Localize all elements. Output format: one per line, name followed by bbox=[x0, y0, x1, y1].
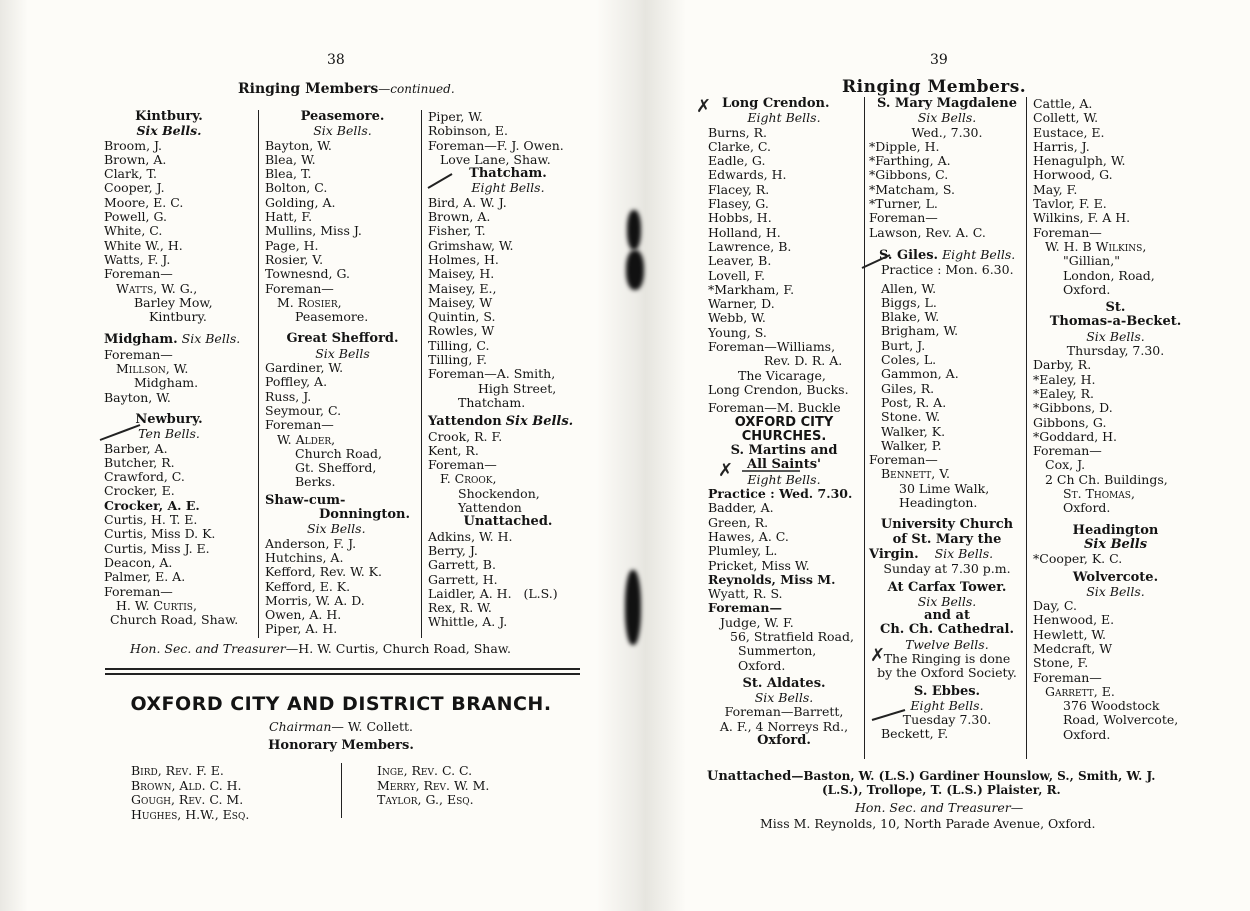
foreman-label: Foreman— bbox=[1033, 669, 1102, 685]
parish-peasemore: Peasemore. bbox=[300, 109, 385, 124]
member: Clark, T. bbox=[104, 166, 157, 182]
bells-note: Eight Bells. bbox=[747, 110, 821, 126]
parish-s-giles: S. Giles. bbox=[879, 247, 939, 263]
foreman-label: Foreman— bbox=[104, 346, 173, 362]
parish-university-church-2: of St. Mary the bbox=[892, 531, 1002, 547]
bells-note: Six Bells. bbox=[934, 545, 994, 561]
member: Crocker, A. E. bbox=[104, 497, 200, 513]
foreman-label: Foreman— bbox=[428, 457, 497, 473]
foreman-label: Foreman— bbox=[104, 266, 173, 282]
member: *Farthing, A. bbox=[869, 153, 951, 169]
member: Lovell, F. bbox=[708, 267, 765, 283]
member: Blea, T. bbox=[265, 166, 312, 182]
address-line: High Street, bbox=[478, 380, 557, 396]
practice-note: Thursday, 7.30. bbox=[1066, 343, 1165, 359]
address-line: Yattendon bbox=[458, 500, 522, 516]
foreman-name: Millson, W. bbox=[116, 361, 189, 377]
member: Badder, A. bbox=[708, 500, 774, 516]
parish-great-shefford: Great Shefford. bbox=[286, 331, 399, 347]
foreman-name: Bennett, V. bbox=[881, 466, 951, 482]
member: Blake, W. bbox=[881, 309, 940, 325]
member: *Markham, F. bbox=[708, 281, 795, 297]
parish-st: St. bbox=[1105, 300, 1126, 316]
page-number-right: 39 bbox=[930, 52, 948, 68]
member: Flasey, G. bbox=[708, 196, 769, 212]
pencil-tick-icon: ✗ bbox=[718, 460, 734, 481]
member: Brigham, W. bbox=[881, 323, 959, 339]
member: Cattle, A. bbox=[1033, 96, 1093, 111]
member: Crocker, E. bbox=[104, 483, 175, 499]
honorary-member: Hughes, H.W., Esq. bbox=[131, 806, 250, 822]
foreman-name: Judge, W. F. bbox=[720, 614, 794, 630]
member: Holmes, H. bbox=[428, 251, 499, 267]
address-line: Oxford. bbox=[1063, 726, 1111, 742]
member: Harris, J. bbox=[1033, 138, 1090, 154]
foreman-label: Foreman— bbox=[708, 600, 782, 616]
member: Biggs, L. bbox=[881, 294, 937, 310]
address-line: St. Thomas, bbox=[1063, 486, 1135, 502]
member: Coles, L. bbox=[881, 352, 937, 368]
member: *Ealey, R. bbox=[1033, 385, 1094, 401]
heading-continued: —continued. bbox=[378, 82, 455, 96]
parish-carfax-tower: At Carfax Tower. bbox=[887, 579, 1007, 595]
member: White, C. bbox=[104, 223, 163, 239]
foreman-line: Foreman—A. Smith, bbox=[428, 366, 556, 382]
member: Curtis, H. T. E. bbox=[104, 512, 198, 528]
bells-note: Six Bells. bbox=[181, 331, 241, 347]
unattached-line-2: (L.S.), Trollope, T. (L.S.) Plaister, R. bbox=[822, 783, 1061, 797]
member: Bayton, W. bbox=[265, 137, 332, 153]
member: Blea, W. bbox=[265, 151, 316, 167]
member: Cooper, J. bbox=[104, 180, 165, 196]
honorary-member: Merry, Rev. W. M. bbox=[377, 777, 490, 793]
foreman-label: Foreman— bbox=[265, 417, 334, 433]
member: Bird, A. W. J. bbox=[428, 194, 507, 210]
hon-sec-right-value: Miss M. Reynolds, 10, North Parade Avenue, Oxford. bbox=[760, 816, 1096, 831]
address-line: Love Lane, Shaw. bbox=[440, 151, 551, 167]
practice-note: Sunday at 7.30 p.m. bbox=[883, 561, 1011, 577]
practice-note: Tuesday 7.30. bbox=[902, 712, 992, 728]
parish-s-ebbes: S. Ebbes. bbox=[913, 683, 981, 699]
member: Giles, R. bbox=[881, 380, 935, 396]
section-oxford-city: OXFORD CITY bbox=[734, 414, 834, 430]
parish-kintbury: Kintbury. bbox=[135, 109, 203, 124]
pencil-stroke-icon bbox=[862, 255, 890, 268]
practice-note: Practice : Mon. 6.30. bbox=[881, 262, 1014, 278]
member: Crook, R. F. bbox=[428, 428, 503, 444]
member: Quintin, S. bbox=[428, 309, 496, 325]
pencil-tick-icon: ✗ bbox=[870, 645, 886, 666]
member: Eadle, G. bbox=[708, 153, 766, 169]
bells-note: Six Bells. bbox=[917, 593, 977, 609]
address-line: London, Road, bbox=[1063, 267, 1155, 283]
member: Rosier, V. bbox=[265, 251, 324, 267]
member: Hatt, F. bbox=[265, 209, 313, 225]
member: Page, H. bbox=[265, 237, 319, 253]
member: Curtis, Miss J. E. bbox=[104, 540, 210, 556]
foreman-label: Foreman— bbox=[265, 280, 334, 296]
bells-note: Six Bells. bbox=[1086, 583, 1145, 599]
member: Morris, W. A. D. bbox=[265, 592, 365, 608]
address-line: Church Road, bbox=[295, 445, 383, 461]
parish-yattendon: Yattendon bbox=[428, 414, 502, 430]
pencil-stroke-icon bbox=[100, 425, 140, 440]
pencil-tick-icon: ✗ bbox=[696, 96, 712, 117]
foreman-line: Foreman—Barrett, bbox=[724, 704, 844, 720]
foreman-label: Foreman— bbox=[869, 452, 938, 468]
address-line: Thatcham. bbox=[458, 394, 526, 410]
foreman-line: Foreman—F. J. Owen. bbox=[428, 137, 564, 153]
parish-thatcham: Thatcham. bbox=[469, 166, 547, 182]
member: Robinson, E. bbox=[428, 123, 509, 139]
hon-sec-right-label: Hon. Sec. and Treasurer— bbox=[855, 800, 1024, 815]
member: Warner, D. bbox=[708, 296, 775, 312]
member: Mullins, Miss J. bbox=[265, 223, 362, 239]
member: Piper, A. H. bbox=[265, 621, 338, 637]
honorary-member: Gough, Rev. C. M. bbox=[131, 792, 244, 807]
member: *Gibbons, C. bbox=[869, 167, 949, 183]
pencil-stroke-icon bbox=[872, 710, 905, 720]
member: Collett, W. bbox=[1033, 110, 1099, 126]
member: Flacey, R. bbox=[708, 181, 770, 197]
bells-note: Six Bells. bbox=[313, 123, 372, 139]
member: Powell, G. bbox=[104, 209, 167, 225]
parish-wolvercote: Wolvercote. bbox=[1072, 569, 1159, 585]
member: Kefford, Rev. W. K. bbox=[265, 564, 382, 580]
member: Kent, R. bbox=[428, 442, 479, 458]
address-line: Oxford. bbox=[738, 657, 786, 673]
member: Whittle, A. J. bbox=[428, 614, 508, 630]
member: Horwood, G. bbox=[1033, 167, 1113, 183]
foreman-name: H. W. Curtis, bbox=[116, 597, 197, 613]
member: Crawford, C. bbox=[104, 469, 185, 485]
foreman-line: Foreman—M. Buckle bbox=[708, 400, 841, 416]
member: Maisey, W bbox=[428, 294, 493, 310]
member: Grimshaw, W. bbox=[428, 237, 514, 253]
member: Bolton, C. bbox=[265, 180, 328, 196]
parish-s-martins: S. Martins and bbox=[730, 443, 838, 459]
member: Leaver, B. bbox=[708, 253, 772, 269]
parish-long-crendon: Long Crendon. bbox=[722, 96, 830, 111]
unattached-line: —Baston, W. (L.S.) Gardiner Hounslow, S., Smith, W. J. bbox=[791, 769, 1156, 783]
address-line: 2 Ch Ch. Buildings, bbox=[1045, 471, 1168, 487]
member: Burns, R. bbox=[708, 124, 768, 140]
address-line: Oxford. bbox=[1063, 281, 1111, 297]
member: Gammon, A. bbox=[881, 366, 959, 382]
member: Lawrence, B. bbox=[708, 238, 792, 254]
bells-note: Eight Bells. bbox=[942, 246, 1016, 262]
member: Post, R. A. bbox=[881, 394, 947, 410]
member: Golding, A. bbox=[265, 194, 336, 210]
parish-all-saints: All Saints' bbox=[747, 457, 821, 473]
member: Young, S. bbox=[708, 324, 767, 340]
foreman-name: Lawson, Rev. A. C. bbox=[869, 224, 986, 240]
member: Anderson, F. J. bbox=[265, 535, 357, 551]
and-at: and at bbox=[924, 608, 970, 624]
member: Deacon, A. bbox=[104, 554, 173, 570]
practice-note: Practice : Wed. 7.30. bbox=[708, 486, 853, 502]
member: Russ, J. bbox=[265, 388, 312, 404]
bells-note: Ten Bells. bbox=[138, 426, 200, 442]
foreman-name: F. Crook, bbox=[440, 471, 497, 487]
parish-st-aldates: St. Aldates. bbox=[742, 675, 826, 691]
honorary-member: Taylor, G., Esq. bbox=[377, 792, 474, 807]
member: *Cooper, K. C. bbox=[1033, 551, 1123, 567]
hon-sec-label: Hon. Sec. and Treasurer bbox=[130, 641, 286, 656]
member: Watts, F. J. bbox=[104, 251, 171, 267]
member: Edwards, H. bbox=[708, 167, 787, 183]
address-line: A. F., 4 Norreys Rd., bbox=[719, 718, 849, 734]
address-line: Shockendon, bbox=[458, 485, 540, 501]
member: Townesnd, G. bbox=[265, 266, 350, 282]
honorary-member: Bird, Rev. F. E. bbox=[131, 763, 224, 778]
parish-midgham: Midgham. bbox=[104, 332, 178, 348]
member: Palmer, E. A. bbox=[104, 569, 186, 585]
member: Adkins, W. H. bbox=[428, 528, 513, 544]
foreman-name: M. Rosier, bbox=[277, 294, 342, 310]
parish-shaw-cum-donnington: Shaw-cum- bbox=[265, 492, 346, 508]
member: Kefford, E. K. bbox=[265, 578, 351, 594]
parish-headington: Headington bbox=[1072, 522, 1159, 538]
member: Clarke, C. bbox=[708, 138, 772, 154]
member: May, F. bbox=[1033, 181, 1078, 197]
member: Rex, R. W. bbox=[428, 600, 492, 616]
parish-university-church: University Church bbox=[880, 517, 1014, 533]
member: *Turner, L. bbox=[869, 196, 938, 212]
practice-note: Wed., 7.30. bbox=[911, 124, 983, 140]
member: *Dipple, H. bbox=[869, 138, 940, 154]
hon-sec-value: —H. W. Curtis, Church Road, Shaw. bbox=[285, 641, 511, 656]
address-line: Barley Mow, bbox=[134, 294, 213, 310]
address-line: Headington. bbox=[899, 495, 978, 511]
section-unattached: Unattached. bbox=[463, 514, 553, 530]
bells-note: Six Bells bbox=[1083, 536, 1148, 552]
member: Poffley, A. bbox=[265, 374, 328, 390]
address-line: Berks. bbox=[295, 474, 336, 490]
member: Medcraft, W bbox=[1033, 640, 1113, 656]
member: Hewlett, W. bbox=[1033, 626, 1107, 642]
bells-note: Twelve Bells. bbox=[905, 636, 989, 652]
member: Walker, K. bbox=[881, 423, 946, 439]
note-line: by the Oxford Society. bbox=[877, 665, 1017, 681]
member: Bayton, W. bbox=[104, 389, 171, 405]
member: Walker, P. bbox=[881, 437, 942, 453]
member: Piper, W. bbox=[428, 109, 483, 124]
address-line: Rev. D. R. A. bbox=[764, 353, 843, 369]
foreman-name: W. Alder, bbox=[277, 431, 336, 447]
member: *Matcham, S. bbox=[869, 181, 955, 197]
honorary-member: Brown, Ald. C. H. bbox=[131, 777, 242, 793]
unattached-label: Unattached bbox=[707, 769, 792, 784]
foreman-name: W. H. B Wilkins, bbox=[1045, 238, 1147, 254]
member: Fisher, T. bbox=[428, 223, 486, 239]
address-line: 376 Woodstock bbox=[1063, 698, 1160, 714]
bells-note: Six Bells. bbox=[136, 123, 202, 139]
member: *Gibbons, D. bbox=[1033, 400, 1113, 416]
address-line: Oxford. bbox=[757, 733, 811, 749]
foreman-label: Foreman— bbox=[869, 210, 938, 226]
member: Stone, F. bbox=[1033, 655, 1089, 671]
foreman-name: Watts, W. G., bbox=[116, 280, 198, 296]
member: Darby, R. bbox=[1033, 357, 1092, 373]
member: Reynolds, Miss M. bbox=[708, 571, 836, 587]
member: Maisey, H. bbox=[428, 266, 495, 282]
address-line: 56, Stratfield Road, bbox=[730, 628, 854, 644]
member: Seymour, C. bbox=[265, 402, 342, 418]
bells-note: Eight Bells. bbox=[471, 180, 545, 196]
member: Hutchins, A. bbox=[265, 549, 344, 565]
member: Green, R. bbox=[708, 514, 769, 530]
member: Holland, H. bbox=[708, 224, 781, 240]
bells-note: Six Bells bbox=[315, 345, 370, 361]
address-line: Gt. Shefford, bbox=[295, 460, 377, 476]
member: Eustace, E. bbox=[1033, 124, 1105, 140]
bells-note: Six Bells. bbox=[307, 521, 366, 537]
member: Day, C. bbox=[1033, 598, 1077, 614]
address-line: Oxford. bbox=[1063, 500, 1111, 516]
parish-shaw-cum-donnington-2: Donnington. bbox=[319, 507, 410, 523]
member: *Goddard, H. bbox=[1033, 428, 1118, 444]
member: Broom, J. bbox=[104, 137, 163, 153]
member: Beckett, F. bbox=[881, 726, 949, 742]
bells-note: Six Bells. bbox=[754, 690, 814, 706]
running-heading-right: Ringing Members. bbox=[842, 77, 1027, 97]
member: Henagulph, W. bbox=[1033, 153, 1126, 169]
address-line: 30 Lime Walk, bbox=[899, 480, 990, 496]
foreman-line: Foreman—Williams, bbox=[708, 339, 836, 355]
member: White W., H. bbox=[104, 237, 183, 253]
member: Maisey, E., bbox=[428, 280, 497, 296]
member: Wyatt, R. S. bbox=[708, 586, 783, 602]
member: Burt, J. bbox=[881, 337, 926, 353]
member: Gibbons, G. bbox=[1033, 414, 1107, 430]
foreman-name: Garrett, E. bbox=[1045, 683, 1115, 699]
parish-thomas-a-becket: Thomas-a-Becket. bbox=[1049, 314, 1182, 330]
address-line: Summerton, bbox=[738, 643, 817, 659]
member: Hobbs, H. bbox=[708, 210, 772, 226]
foreman-label: Foreman— bbox=[1033, 443, 1102, 459]
parish-virgin: Virgin. bbox=[869, 546, 919, 562]
chairman-value: — W. Collett. bbox=[331, 719, 413, 734]
pencil-stroke-icon bbox=[428, 174, 452, 188]
member: Gardiner, W. bbox=[265, 360, 344, 376]
member: Tilling, F. bbox=[428, 352, 488, 368]
member: Tilling, C. bbox=[428, 337, 490, 353]
foreman-name: Cox, J. bbox=[1045, 457, 1086, 473]
address-line: Church Road, Shaw. bbox=[110, 612, 239, 628]
member: Wilkins, F. A H. bbox=[1033, 210, 1131, 226]
parish-newbury: Newbury. bbox=[135, 411, 203, 427]
address-line: Peasemore. bbox=[295, 309, 369, 325]
member: Butcher, R. bbox=[104, 454, 175, 470]
member: Garrett, H. bbox=[428, 571, 498, 587]
address-line: The Vicarage, bbox=[738, 367, 826, 383]
honorary-member: Inge, Rev. C. C. bbox=[377, 763, 473, 778]
member: Moore, E. C. bbox=[104, 194, 184, 210]
bells-note: Eight Bells. bbox=[747, 471, 821, 487]
address-line: Kintbury. bbox=[149, 309, 207, 325]
member: Plumley, L. bbox=[708, 543, 778, 559]
member: Henwood, E. bbox=[1033, 612, 1115, 628]
member: Owen, A. H. bbox=[265, 607, 342, 623]
address-line: Road, Wolvercote, bbox=[1063, 712, 1179, 728]
member: Garrett, B. bbox=[428, 557, 496, 573]
address-line: "Gillian," bbox=[1063, 253, 1120, 269]
parish-s-mary-magdalene: S. Mary Magdalene bbox=[876, 96, 1018, 111]
member: Hawes, A. C. bbox=[708, 528, 789, 544]
page-number-left: 38 bbox=[327, 52, 345, 68]
note-line: The Ringing is done bbox=[883, 650, 1011, 666]
foreman-label: Foreman— bbox=[1033, 224, 1102, 240]
member: Tavlor, F. E. bbox=[1033, 196, 1107, 212]
branch-title: OXFORD CITY AND DISTRICT BRANCH. bbox=[130, 693, 552, 715]
foreman-label: Foreman— bbox=[104, 583, 173, 599]
member: Brown, A. bbox=[104, 151, 167, 167]
member: Barber, A. bbox=[104, 440, 168, 456]
heading-text: Ringing Members bbox=[238, 81, 379, 97]
member: Rowles, W bbox=[428, 323, 495, 339]
address-line: Midgham. bbox=[134, 375, 199, 391]
parish-ch-ch-cathedral: Ch. Ch. Cathedral. bbox=[879, 622, 1015, 638]
member: Brown, A. bbox=[428, 209, 491, 225]
member: Berry, J. bbox=[428, 542, 478, 558]
bells-note: Six Bells. bbox=[505, 414, 574, 430]
honorary-title: Honorary Members. bbox=[268, 738, 414, 753]
bells-note: Eight Bells. bbox=[910, 697, 984, 713]
section-churches: CHURCHES. bbox=[741, 428, 827, 444]
member: Stone. W. bbox=[881, 409, 941, 425]
bells-note: Six Bells. bbox=[1086, 328, 1145, 344]
chairman-label: Chairman bbox=[269, 719, 332, 734]
member: Allen, W. bbox=[881, 280, 937, 296]
member: Webb, W. bbox=[708, 310, 766, 326]
bells-note: Six Bells. bbox=[917, 110, 977, 126]
member: Curtis, Miss D. K. bbox=[104, 526, 216, 542]
member: Laidler, A. H. (L.S.) bbox=[428, 585, 558, 601]
member: Pricket, Miss W. bbox=[708, 557, 810, 573]
member: *Ealey, H. bbox=[1033, 371, 1096, 387]
address-line: Long Crendon, Bucks. bbox=[708, 381, 849, 397]
